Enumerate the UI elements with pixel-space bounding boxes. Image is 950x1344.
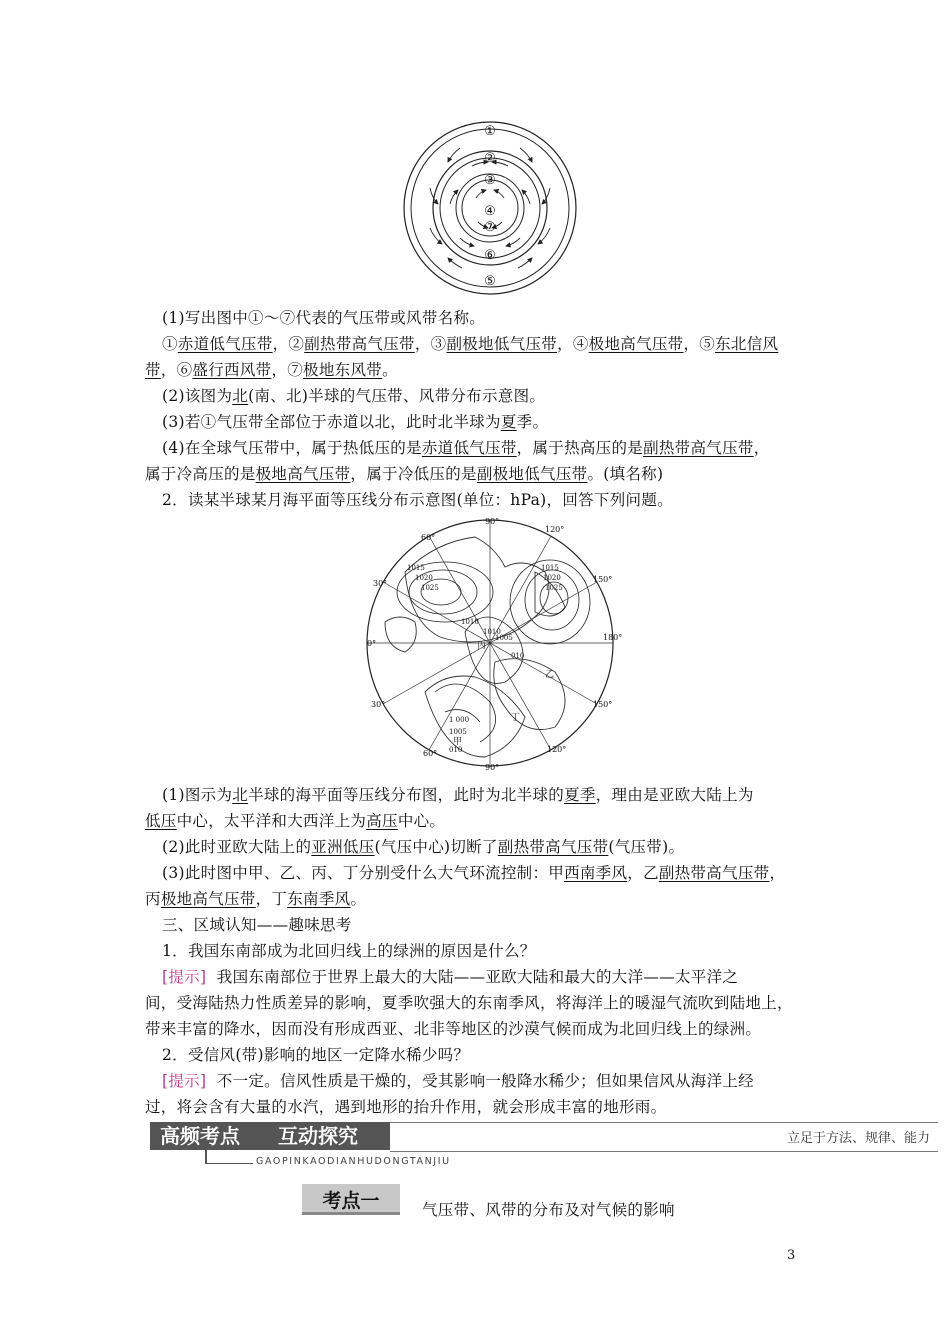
kaodian-badge <box>302 1184 400 1215</box>
kaodian-title: 气压带、风带的分布及对气候的影响 <box>422 1201 675 1219</box>
s2-answer-1-cont: 低压中心，太平洋和大西洋上为高压中心。 <box>145 812 446 830</box>
isobar-map <box>365 512 623 774</box>
belt-label: ⑦ <box>484 220 496 235</box>
banner-title-a: 高频考点 <box>160 1124 240 1148</box>
section3-heading: 三、区域认知——趣味思考 <box>162 916 352 934</box>
banner-rule <box>390 1122 938 1152</box>
tip-label: [提示] <box>162 1072 207 1090</box>
place-label: 乙 <box>545 670 555 680</box>
kaodian-label: 考点一 <box>322 1190 380 1212</box>
question-3: (3)若①气压带全部位于赤道以北，此时北半球为夏季。 <box>162 413 549 431</box>
degree-label: 0° <box>367 639 377 648</box>
isobar-label: 010 <box>511 652 525 660</box>
page-number: 3 <box>787 1248 796 1263</box>
belt-label: ② <box>484 151 496 166</box>
pressure-belt-diagram <box>400 118 580 298</box>
degree-label: 30° <box>373 579 388 588</box>
belt-label: ⑥ <box>484 248 496 263</box>
degree-label: 90° <box>485 763 500 772</box>
banner-underline <box>205 1163 253 1164</box>
belt-label: ⑤ <box>484 274 496 289</box>
banner-right-text: 立足于方法、规律、能力 <box>786 1131 930 1146</box>
tip-label: [提示] <box>162 968 207 986</box>
section-banner <box>150 1122 390 1150</box>
isobar-label: 1020 <box>543 574 561 582</box>
isobar-label: 1015 <box>407 564 425 572</box>
question-2: (2)该图为北(南、北)半球的气压带、风带分布示意图。 <box>162 387 546 405</box>
degree-label: 150° <box>593 575 613 584</box>
degree-label: 150° <box>593 700 613 709</box>
degree-label: 90° <box>485 517 500 526</box>
isobar-label: 1 000 <box>449 716 470 724</box>
belt-label: ④ <box>484 204 496 219</box>
s2-answer-3: (3)此时图中甲、乙、丙、丁分别受什么大气环流控制：甲西南季风，乙副热带高气压带， <box>162 864 786 882</box>
degree-label: 120° <box>545 525 565 534</box>
degree-label: 180° <box>603 633 623 642</box>
s2-answer-1: (1)图示为北半球的海平面等压线分布图，此时为北半球的夏季，理由是亚欧大陆上为 <box>162 786 754 804</box>
s3-question-1: 1．我国东南部成为北回归线上的绿洲的原因是什么？ <box>162 942 536 960</box>
belt-label: ① <box>484 124 496 139</box>
isobar-label: 1005 <box>495 634 513 642</box>
isobar-label: 1025 <box>545 584 563 592</box>
place-label: 丙 <box>477 641 487 651</box>
isobar-label: 1010 <box>461 618 479 626</box>
s3-answer-1-cont: 间，受海陆热力性质差异的影响，夏季吹强大的东南季风，将海洋上的暖湿气流吹到陆地上， <box>145 994 793 1012</box>
isobar-label: 1010 <box>483 628 501 636</box>
answer-1-line2: 带，⑥盛行西风带，⑦极地东风带。 <box>145 361 398 379</box>
s3-answer-1: [提示] 我国东南部位于世界上最大的大陆——亚欧大陆和最大的大洋——太平洋之 <box>162 968 739 986</box>
belt-label: ③ <box>484 173 496 188</box>
s3-answer-1-cont2: 带来丰富的降水，因而没有形成西亚、北非等地区的沙漠气候而成为北回归线上的绿洲。 <box>145 1020 762 1038</box>
answer-1-line1: ①赤道低气压带，②副热带高气压带，③副极地低气压带，④极地高气压带，⑤东北信风 <box>162 335 779 353</box>
section2-title: 2．读某半球某月海平面等压线分布示意图(单位：hPa)，回答下列问题。 <box>162 491 673 509</box>
isobar-label: 010 <box>449 746 463 754</box>
degree-label: 60° <box>421 533 436 542</box>
s2-answer-3-cont: 丙极地高气压带，丁东南季风。 <box>145 890 367 908</box>
isobar-label: 1005 <box>449 728 467 736</box>
place-label: 甲 <box>453 737 463 747</box>
s3-answer-2: [提示] 不一定。信风性质是干燥的，受其影响一般降水稀少；但如果信风从海洋上经 <box>162 1072 754 1090</box>
place-label: 丁 <box>511 713 521 723</box>
question-4-cont: 属于冷高压的是极地高气压带，属于冷低压的是副极地低气压带。(填名称) <box>145 465 664 483</box>
isobar-label: 1020 <box>415 574 433 582</box>
isobar-label: 1025 <box>421 584 439 592</box>
s3-question-2: 2．受信风(带)影响的地区一定降水稀少吗？ <box>162 1046 470 1064</box>
question-4: (4)在全球气压带中，属于热低压的是赤道低气压带，属于热高压的是副热带高气压带， <box>162 439 770 457</box>
banner-subtitle: GAOPINKAODIANHUDONGTANJIU <box>256 1156 451 1167</box>
s2-answer-2: (2)此时亚欧大陆上的亚洲低压(气压中心)切断了副热带高气压带(气压带)。 <box>162 838 685 856</box>
degree-label: 60° <box>423 749 438 758</box>
s3-answer-2-cont: 过，将会含有大量的水汽，遇到地形的抬升作用，就会形成丰富的地形雨。 <box>145 1098 667 1116</box>
banner-title-b: 互动探究 <box>278 1124 358 1148</box>
degree-label: 120° <box>547 745 567 754</box>
degree-label: 30° <box>371 700 386 709</box>
isobar-label: 1015 <box>541 564 559 572</box>
question-1: (1)写出图中①～⑦代表的气压带或风带名称。 <box>162 309 486 327</box>
banner-tick <box>205 1150 207 1164</box>
